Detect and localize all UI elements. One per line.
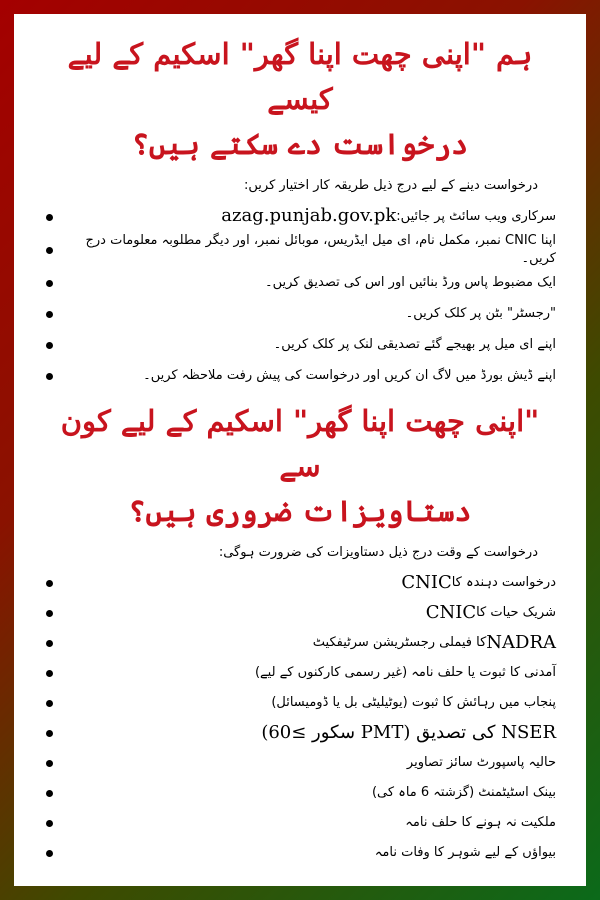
- section2-heading-line1: "اپنی چھت اپنا گھر" اسکیم کے لیے کون سے: [60, 404, 540, 484]
- section1-heading: [44, 32, 556, 167]
- bullet-icon: [46, 610, 53, 617]
- bullet-icon: [46, 700, 53, 707]
- bullet-icon: [46, 280, 53, 287]
- bullet-icon: [46, 730, 53, 737]
- bullet-icon: [46, 790, 53, 797]
- bullet-icon: [46, 311, 53, 318]
- bullet-icon: [46, 850, 53, 857]
- section2-heading-line2: دستاویزات ضروری ہیں؟: [128, 493, 472, 528]
- list-item: [44, 329, 556, 360]
- document-text: درخواست دہندہ کا: [451, 575, 556, 591]
- bullet-icon: [46, 820, 53, 827]
- bullet-icon: [46, 247, 53, 254]
- document-emphasis: CNIC: [401, 571, 452, 593]
- step-text: اپنے ڈیش بورڈ میں لاگ ان کریں اور درخواست کی پیش رفت ملاحظہ کریں۔: [143, 367, 556, 383]
- document-text: شریک حیات کا: [476, 605, 556, 621]
- list-item: [44, 838, 556, 868]
- bullet-icon: [46, 760, 53, 767]
- section-how-to-apply: [44, 32, 556, 391]
- list-item: [44, 201, 556, 232]
- list-item: [44, 298, 556, 329]
- bullet-icon: [46, 580, 53, 587]
- section1-heading-line1: ہم "اپنی چھت اپنا گھر" اسکیم کے لیے کیسے: [67, 37, 533, 116]
- list-item: [44, 658, 556, 688]
- document-text: بیواؤں کے لیے شوہر کا وفات نامہ: [374, 845, 556, 861]
- document-text: کا فیملی رجسٹریشن سرٹیفکیٹ: [312, 635, 487, 651]
- list-item: [44, 688, 556, 718]
- bullet-icon: [46, 373, 53, 380]
- list-item: [44, 232, 556, 267]
- bullet-icon: [46, 640, 53, 647]
- list-item: [44, 598, 556, 628]
- bullet-icon: [46, 342, 53, 349]
- list-item: [44, 267, 556, 298]
- document-emphasis: NADRA: [486, 631, 556, 653]
- section-required-documents: [44, 399, 556, 868]
- section2-heading: [44, 399, 556, 534]
- website-link[interactable]: azag.punjab.gov.pk: [221, 205, 397, 227]
- step-text: اپنا CNIC نمبر، مکمل نام، ای میل ایڈریس، موبائل نمبر، اور دیگر مطلوبہ معلومات درج کریں۔: [85, 233, 556, 266]
- bullet-icon: [46, 214, 53, 221]
- step-text: سرکاری ویب سائٹ پر جائیں:: [396, 208, 556, 224]
- document-text: حالیہ پاسپورٹ سائز تصاویر: [406, 755, 556, 771]
- documents-list: [44, 568, 556, 868]
- document-emphasis: CNIC: [425, 601, 477, 623]
- document-text: پنجاب میں رہائش کا ثبوت (یوٹیلیٹی بل یا ڈومیسائل): [271, 695, 556, 711]
- steps-list: [44, 201, 556, 391]
- list-item: [44, 568, 556, 598]
- document-text: آمدنی کا ثبوت یا حلف نامہ (غیر رسمی کارکنوں کے لیے): [254, 665, 556, 681]
- content-card: [14, 14, 586, 886]
- step-text: "رجسٹر" بٹن پر کلک کریں۔: [405, 305, 556, 321]
- document-text: NSER کی تصدیق (PMT سکور ≥60): [261, 721, 556, 743]
- document-text: بینک اسٹیٹمنٹ (گزشتہ 6 ماہ کی): [371, 785, 556, 801]
- section1-heading-line2: درخواست دے سکتے ہیں؟: [131, 126, 469, 161]
- list-item: [44, 748, 556, 778]
- section1-intro: درخواست دینے کے لیے درج ذیل طریقہ کار اختیار کریں:: [244, 177, 538, 193]
- section2-intro: درخواست کے وقت درج ذیل دستاویزات کی ضرورت ہوگی:: [218, 544, 538, 560]
- list-item: [44, 808, 556, 838]
- list-item: [44, 360, 556, 391]
- step-text: ایک مضبوط پاس ورڈ بنائیں اور اس کی تصدیق کریں۔: [264, 274, 556, 290]
- document-text: ملکیت نہ ہونے کا حلف نامہ: [405, 815, 556, 831]
- list-item: [44, 718, 556, 748]
- list-item: [44, 628, 556, 658]
- step-text: اپنے ای میل پر بھیجے گئے تصدیقی لنک پر کلک کریں۔: [273, 336, 556, 352]
- list-item: [44, 778, 556, 808]
- bullet-icon: [46, 670, 53, 677]
